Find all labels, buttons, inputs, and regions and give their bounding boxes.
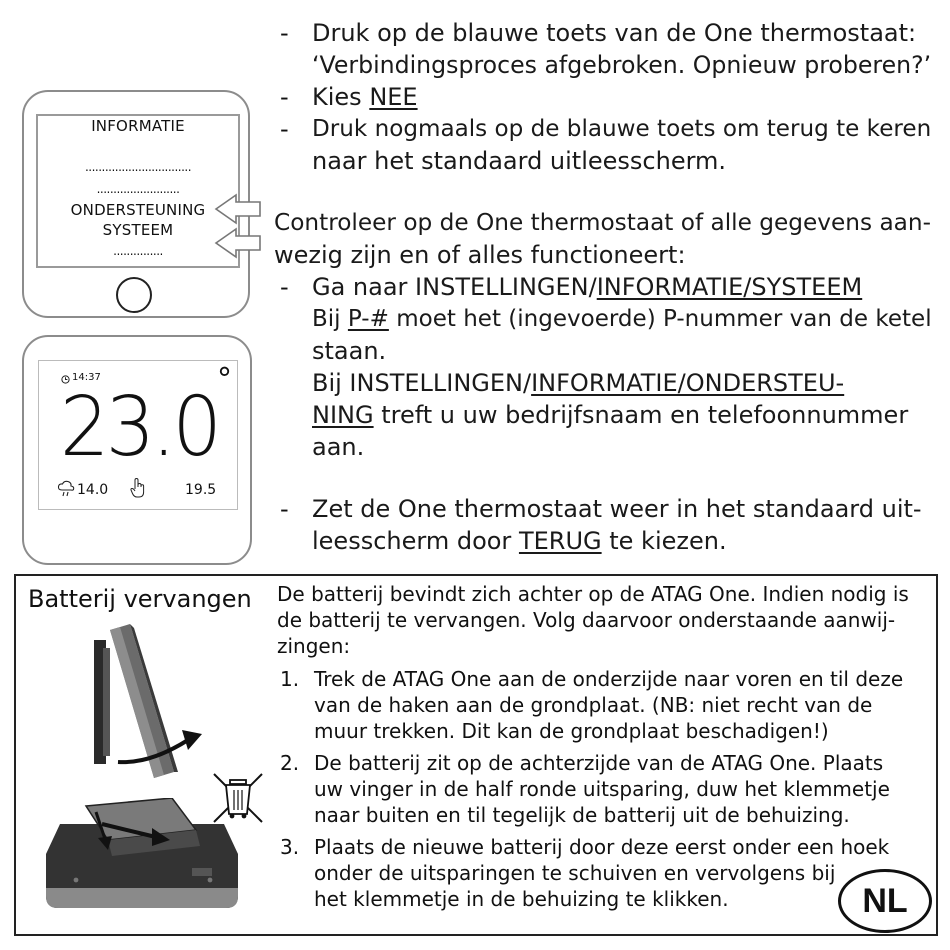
battery-step2-line2: uw vinger in de half ronde uitsparing, duw het klemmetje bbox=[314, 777, 890, 801]
goto-line: Ga naar INSTELLINGEN/INFORMATIE/SYSTEEM bbox=[312, 273, 863, 301]
menu-title: INFORMATIE bbox=[91, 117, 185, 135]
bullet-dash: - bbox=[280, 273, 289, 301]
menu-item-systeem[interactable]: SYSTEEM bbox=[102, 221, 174, 239]
menu-screen bbox=[36, 114, 240, 268]
zet-line1: Zet de One thermostaat weer in het standaard uit- bbox=[312, 495, 922, 523]
step-number: 1. bbox=[280, 667, 300, 691]
battery-step3-line1: Plaats de nieuwe batterij door deze eerst onder een hoek bbox=[314, 835, 890, 859]
step1-quote: ‘Verbindingsproces afgebroken. Opnieuw proberen?’ bbox=[312, 51, 932, 79]
temperature-reading: 23.0 bbox=[59, 380, 219, 475]
informatie-systeem-path: INFORMATIE/SYSTEEM bbox=[596, 273, 863, 301]
bij2-line2: NING treft u uw bedrijfsnaam en telefoonnummer bbox=[312, 401, 909, 429]
language-badge: NL bbox=[838, 869, 932, 933]
hand-icon[interactable] bbox=[129, 477, 147, 499]
battery-title: Batterij vervangen bbox=[28, 585, 252, 613]
outdoor-temperature: 14.0 bbox=[77, 482, 109, 498]
step-number: 3. bbox=[280, 835, 300, 859]
terug-option: TERUG bbox=[518, 527, 602, 555]
one-logo-text: One bbox=[476, 209, 524, 236]
one-logo-text: One bbox=[703, 19, 753, 47]
menu-item-ondersteuning[interactable]: ONDERSTEUNING bbox=[70, 201, 206, 219]
cloud-rain-icon bbox=[57, 479, 77, 499]
setpoint-temperature: 19.5 bbox=[185, 482, 217, 498]
battery-intro-line2: de batterij te vervangen. Volg daarvoor onderstaande aanwij- bbox=[277, 608, 896, 632]
step3-line2: naar het standaard uitleesscherm. bbox=[312, 147, 727, 175]
bullet-dash: - bbox=[280, 495, 289, 523]
step-number: 2. bbox=[280, 751, 300, 775]
battery-intro-line3: zingen: bbox=[277, 634, 351, 658]
home-button[interactable] bbox=[116, 277, 152, 313]
check-line2: wezig zijn en of alles functioneert: bbox=[274, 241, 686, 269]
step2-line: Kies NEE bbox=[312, 83, 418, 111]
menu-dots-3: ............... bbox=[113, 244, 163, 258]
battery-step2-line3: naar buiten en til tegelijk de batterij uit de behuizing. bbox=[314, 803, 850, 827]
menu-dots-1: ................................ bbox=[84, 160, 192, 174]
temperature-screen bbox=[38, 360, 238, 510]
informatie-ondersteuning-path: INFORMATIE/ONDERSTEU- bbox=[531, 369, 845, 397]
battery-step3-line2: onder de uitsparingen te schuiven en vervolgens bij bbox=[314, 861, 836, 885]
menu-dots-2: ......................... bbox=[96, 182, 180, 196]
bullet-dash: - bbox=[280, 115, 289, 143]
battery-step1-line3: muur trekken. Dit kan de grondplaat beschadigen!) bbox=[314, 719, 829, 743]
bij2-line1: Bij INSTELLINGEN/INFORMATIE/ONDERSTEU- bbox=[312, 369, 845, 397]
step1-line1: Druk op de blauwe toets van de One thermostaat: bbox=[312, 19, 917, 47]
check-line1: Controleer op de One thermostaat of alle gegevens aan- bbox=[274, 209, 931, 236]
bij2-line3: aan. bbox=[312, 433, 365, 461]
bullet-dash: - bbox=[280, 83, 289, 111]
step3-line1: Druk nogmaals op de blauwe toets om terug te keren bbox=[312, 116, 932, 142]
battery-step1-line2: van de haken aan de grondplaat. (NB: niet recht van de bbox=[314, 693, 873, 717]
nee-option: NEE bbox=[369, 83, 418, 111]
bij1-line1: Bij P-# moet het (ingevoerde) P-nummer van de ketel bbox=[312, 306, 932, 332]
p-number-field: P-# bbox=[347, 306, 389, 332]
thermostat-tilt-illustration bbox=[90, 622, 210, 782]
arrow-left-icon bbox=[214, 193, 264, 259]
clock-time: 14:37 bbox=[72, 372, 101, 383]
zet-line2: leesscherm door TERUG te kiezen. bbox=[312, 527, 727, 555]
battery-step3-line3: het klemmetje in de behuizing te klikken. bbox=[314, 887, 729, 911]
bij1-line2: staan. bbox=[312, 337, 387, 365]
one-logo-text: One bbox=[397, 495, 447, 523]
weee-bin-icon bbox=[210, 770, 266, 826]
battery-intro bbox=[277, 581, 927, 659]
battery-step2-line1: De batterij zit op de achterzijde van de ATAG One. Plaats bbox=[314, 751, 884, 775]
bullet-dash: - bbox=[280, 19, 289, 47]
battery-step1-line1: Trek de ATAG One aan de onderzijde naar voren en til deze bbox=[314, 667, 904, 691]
battery-intro-line1: De batterij bevindt zich achter op de ATAG One. Indien nodig is bbox=[277, 582, 909, 606]
degree-symbol: ° bbox=[217, 362, 232, 397]
